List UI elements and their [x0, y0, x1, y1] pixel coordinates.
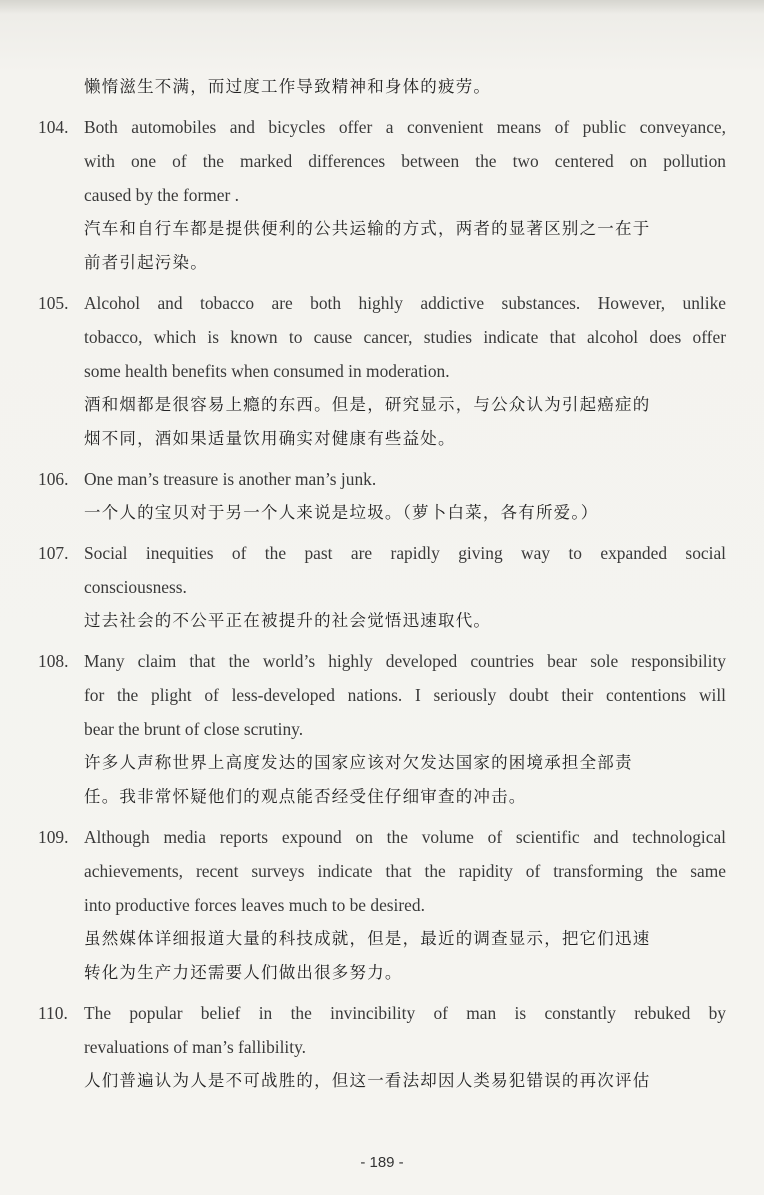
chinese-line: 前者引起污染。 — [84, 253, 208, 272]
item-number: 109. — [38, 827, 69, 847]
english-line: Although media reports expound on the volume of scientific and technological — [84, 827, 726, 847]
item-number: 104. — [38, 117, 69, 137]
english-line: with one of the marked differences between the two centered on pollution — [84, 151, 726, 171]
english-line: Many claim that the world’s highly developed countries bear sole responsibility — [84, 651, 726, 671]
english-line: achievements, recent surveys indicate that the rapidity of transforming the same — [84, 861, 726, 881]
english-line: One man’s treasure is another man’s junk. — [84, 469, 377, 489]
chinese-line: 任。我非常怀疑他们的观点能否经受住仔细审查的冲击。 — [84, 787, 527, 806]
chinese-line: 许多人声称世界上高度发达的国家应该对欠发达国家的困境承担全部责 — [84, 753, 633, 772]
chinese-line: 转化为生产力还需要人们做出很多努力。 — [84, 963, 403, 982]
english-line: tobacco, which is known to cause cancer, studies indicate that alcohol does offer — [84, 327, 726, 347]
english-line: Alcohol and tobacco are both highly addictive substances. However, unlike — [84, 293, 726, 313]
sentence-item-105 — [38, 286, 728, 456]
english-line: Social inequities of the past are rapidly giving way to expanded social — [84, 543, 726, 563]
chinese-line: 烟不同，酒如果适量饮用确实对健康有些益处。 — [84, 429, 456, 448]
english-line: The popular belief in the invincibility of man is constantly rebuked by — [84, 1003, 726, 1023]
page-number: - 189 - — [360, 1154, 404, 1171]
english-line: consciousness. — [84, 577, 187, 597]
item-number: 105. — [38, 293, 69, 313]
english-line: Both automobiles and bicycles offer a convenient means of public conveyance, — [84, 117, 726, 137]
english-line: into productive forces leaves much to be desired. — [84, 895, 425, 915]
chinese-line: 虽然媒体详细报道大量的科技成就，但是，最近的调查显示，把它们迅速 — [84, 929, 651, 948]
item-number: 107. — [38, 543, 69, 563]
english-line: caused by the former . — [84, 185, 240, 205]
item-number: 108. — [38, 651, 69, 671]
page-content — [38, 70, 728, 1098]
chinese-line: 一个人的宝贝对于另一个人来说是垃圾。（萝卜白菜，各有所爱。） — [84, 503, 599, 522]
chinese-line: 过去社会的不公平正在被提升的社会觉悟迅速取代。 — [84, 611, 492, 630]
sentence-item-104 — [38, 110, 728, 280]
chinese-line: 酒和烟都是很容易上瘾的东西。但是，研究显示，与公众认为引起癌症的 — [84, 395, 651, 414]
page-edge-shadow — [0, 0, 764, 14]
intro-translation: 懒惰滋生不满，而过度工作导致精神和身体的疲劳。 — [84, 77, 492, 96]
item-number: 106. — [38, 469, 69, 489]
item-number: 110. — [38, 1003, 68, 1023]
chinese-line: 人们普遍认为人是不可战胜的，但这一看法却因人类易犯错误的再次评估 — [84, 1071, 651, 1090]
english-line: some health benefits when consumed in moderation. — [84, 361, 450, 381]
english-line: for the plight of less-developed nations. I seriously doubt their contentions will — [84, 685, 726, 705]
english-line: bear the brunt of close scrutiny. — [84, 719, 304, 739]
chinese-line: 汽车和自行车都是提供便利的公共运输的方式，两者的显著区别之一在于 — [84, 219, 651, 238]
sentence-item-108 — [38, 644, 728, 814]
english-line: revaluations of man’s fallibility. — [84, 1037, 307, 1057]
sentence-item-107 — [38, 536, 728, 638]
sentence-item-106 — [38, 462, 728, 530]
sentence-item-109 — [38, 820, 728, 990]
sentence-item-110 — [38, 996, 728, 1098]
